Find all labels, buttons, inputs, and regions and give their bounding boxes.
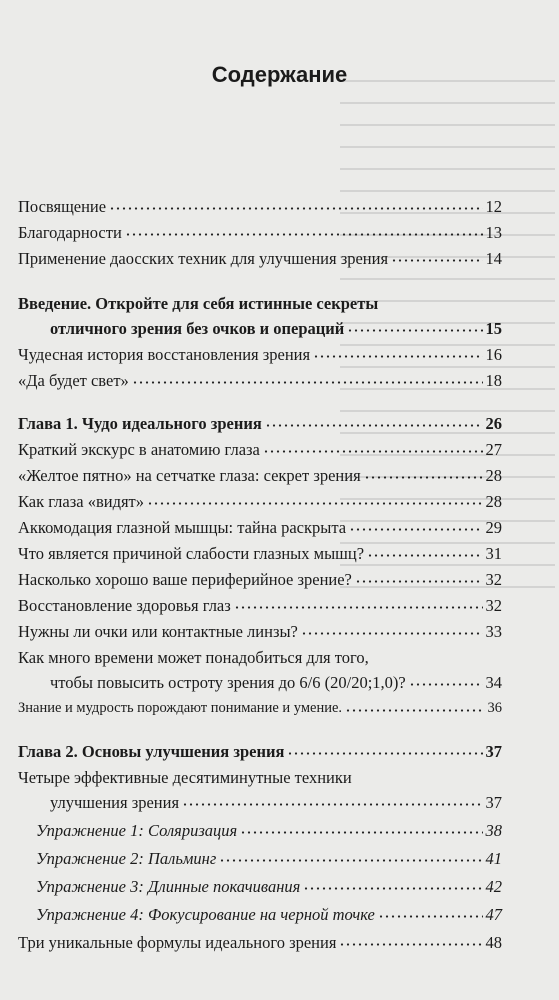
- toc-entry-title: Что является причиной слабости глазных мышц?: [18, 544, 365, 563]
- toc-entry[interactable]: [18, 515, 502, 540]
- toc-entry[interactable]: [18, 696, 502, 721]
- toc-entry-page: 38: [485, 821, 502, 840]
- toc-entry-page: 18: [485, 371, 502, 390]
- leader-dots: [364, 473, 483, 481]
- toc-entry-title: Благодарности: [18, 223, 122, 242]
- toc-entry[interactable]: [18, 541, 502, 566]
- toc-entry-title: Упражнение 1: Соляризация: [36, 821, 238, 840]
- toc-entry-page: 47: [485, 905, 502, 924]
- toc-entry-title: «Да будет свет»: [18, 371, 129, 390]
- leader-dots: [263, 447, 483, 455]
- toc-entry[interactable]: [18, 489, 502, 514]
- leader-dots: [367, 551, 482, 559]
- toc-entry[interactable]: [18, 593, 502, 618]
- toc-entry-page: 37: [485, 742, 502, 761]
- toc-entry-page: 37: [485, 793, 502, 812]
- leader-dots: [219, 856, 482, 864]
- toc-entry-page: 41: [485, 849, 502, 868]
- table-of-contents: [18, 194, 502, 955]
- toc-entry[interactable]: [18, 220, 502, 245]
- leader-dots: [355, 577, 483, 585]
- toc-entry-title: улучшения зрения: [50, 793, 180, 812]
- toc-entry-page: 33: [485, 622, 502, 641]
- toc-entry[interactable]: [18, 846, 502, 871]
- toc-entry-title: Глава 2. Основы улучшения зрения: [18, 742, 285, 761]
- leader-dots: [109, 204, 482, 212]
- toc-entry-page: 16: [485, 345, 502, 364]
- toc-entry-title: отличного зрения без очков и операций: [50, 319, 345, 338]
- toc-entry-title: чтобы повысить остроту зрения до 6/6 (20/20;1,0)?: [50, 673, 406, 692]
- leader-dots: [349, 525, 482, 533]
- toc-entry-title: Применение даосских техник для улучшения зрения: [18, 249, 389, 268]
- toc-entry[interactable]: [18, 342, 502, 367]
- leader-dots: [378, 912, 483, 920]
- toc-entry-page: 15: [485, 319, 502, 338]
- toc-entry-page: 14: [485, 249, 502, 268]
- toc-entry-title: Чудесная история восстановления зрения: [18, 345, 311, 364]
- toc-entry-page: 28: [485, 466, 502, 485]
- toc-entry-page: 28: [485, 492, 502, 511]
- toc-entry-title: Восстановление здоровья глаз: [18, 596, 231, 615]
- leader-dots: [287, 749, 482, 757]
- toc-entry-title: Посвящение: [18, 197, 107, 216]
- toc-entry[interactable]: [18, 437, 502, 462]
- toc-entry[interactable]: [18, 874, 502, 899]
- toc-entry-title: Упражнение 3: Длинные покачивания: [36, 877, 301, 896]
- toc-entry[interactable]: [18, 411, 502, 436]
- toc-entry[interactable]: [18, 790, 502, 815]
- toc-entry-title: «Желтое пятно» на сетчатке глаза: секрет зрения: [18, 466, 361, 485]
- leader-dots: [345, 706, 484, 714]
- toc-entry[interactable]: [18, 316, 502, 341]
- leader-dots: [240, 828, 482, 836]
- leader-dots: [409, 680, 483, 688]
- toc-entry[interactable]: [18, 670, 502, 695]
- toc-entry-title-line1[interactable]: Как много времени может понадобиться для того,: [18, 648, 369, 667]
- toc-entry[interactable]: [18, 194, 502, 219]
- toc-entry[interactable]: [18, 818, 502, 843]
- leader-dots: [339, 940, 482, 948]
- toc-entry-title-line1[interactable]: Четыре эффективные десятиминутные техники: [18, 768, 352, 787]
- leader-dots: [147, 499, 482, 507]
- toc-entry-title: Насколько хорошо ваше периферийное зрение?: [18, 570, 352, 589]
- leader-dots: [347, 326, 482, 334]
- leader-dots: [182, 800, 482, 808]
- toc-entry-title: Аккомодация глазной мышцы: тайна раскрыта: [18, 518, 347, 537]
- toc-entry-page: 13: [485, 223, 502, 242]
- toc-entry-title: Краткий экскурс в анатомию глаза: [18, 440, 260, 459]
- toc-entry[interactable]: [18, 567, 502, 592]
- leader-dots: [303, 884, 482, 892]
- toc-entry[interactable]: [18, 619, 502, 644]
- toc-entry-page: 12: [485, 197, 502, 216]
- toc-entry-page: 36: [487, 700, 502, 716]
- toc-entry-title: Знание и мудрость порождают понимание и умение.: [18, 700, 343, 716]
- toc-entry-page: 27: [485, 440, 502, 459]
- toc-entry[interactable]: [18, 739, 502, 764]
- toc-entry-page: 34: [485, 673, 502, 692]
- toc-entry-title-line1[interactable]: Введение. Откройте для себя истинные секреты: [18, 294, 379, 313]
- toc-entry-page: 31: [485, 544, 502, 563]
- leader-dots: [301, 629, 483, 637]
- leader-dots: [125, 230, 483, 238]
- page-title: Содержание: [211, 62, 348, 87]
- leader-dots: [391, 256, 482, 264]
- leader-dots: [265, 421, 483, 429]
- toc-entry-title: Глава 1. Чудо идеального зрения: [18, 414, 262, 433]
- leader-dots: [313, 352, 482, 360]
- toc-entry[interactable]: [18, 463, 502, 488]
- leader-dots: [132, 378, 483, 386]
- toc-entry-page: 32: [485, 596, 502, 615]
- toc-entry[interactable]: [18, 368, 502, 393]
- toc-entry-page: 26: [485, 414, 502, 433]
- toc-entry[interactable]: [18, 246, 502, 271]
- leader-dots: [234, 603, 483, 611]
- toc-entry-title: Нужны ли очки или контактные линзы?: [18, 622, 298, 641]
- toc-entry-title: Как глаза «видят»: [18, 492, 145, 511]
- toc-entry-page: 32: [485, 570, 502, 589]
- toc-entry-page: 29: [485, 518, 502, 537]
- toc-entry[interactable]: [18, 902, 502, 927]
- toc-entry-page: 48: [485, 933, 502, 952]
- toc-entry-page: 42: [485, 877, 502, 896]
- toc-entry-title: Три уникальные формулы идеального зрения: [18, 933, 337, 952]
- toc-entry[interactable]: [18, 930, 502, 955]
- toc-entry-title: Упражнение 2: Пальминг: [36, 849, 217, 868]
- toc-entry-title: Упражнение 4: Фокусирование на черной точке: [36, 905, 375, 924]
